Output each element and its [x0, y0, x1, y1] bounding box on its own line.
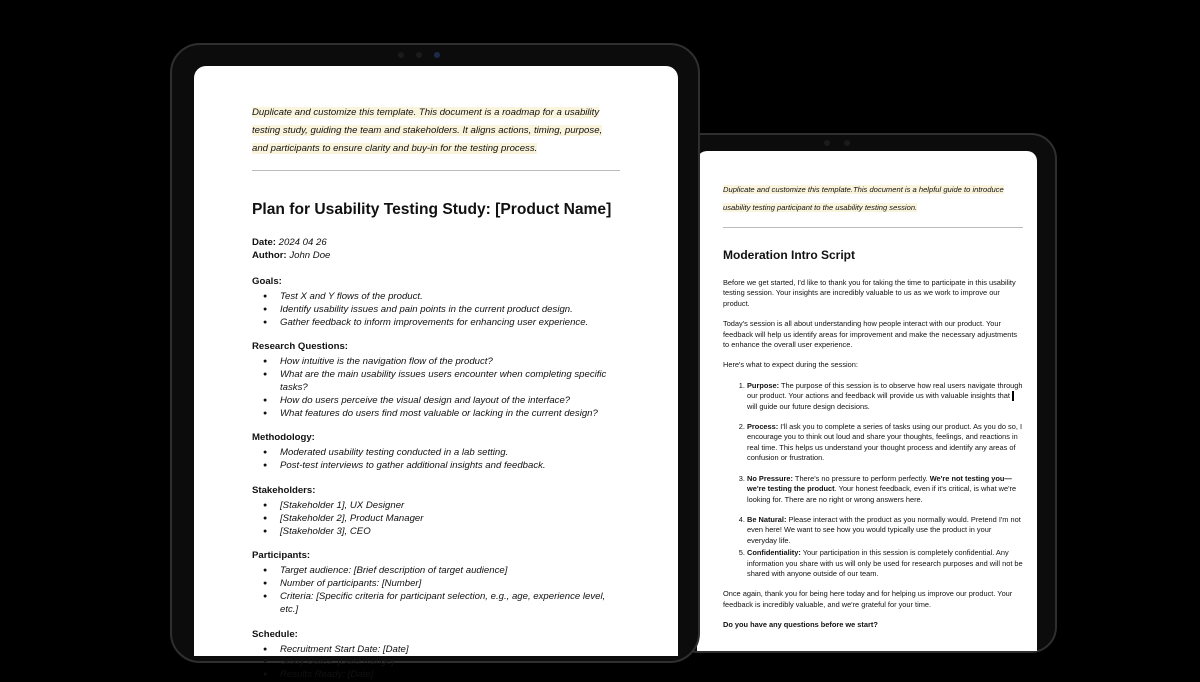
author-line: Author: John Doe	[252, 250, 331, 261]
divider	[723, 227, 1023, 228]
list-item: ● Results Ready: [Date]	[280, 669, 620, 682]
paragraph: Once again, thank you for being here today and for helping us improve our product. Your feedback is incredibly valuable, and we're grateful for your time.	[723, 589, 1013, 609]
paragraph: Before we get started, I'd like to thank you for taking the time to participate in this usability testing session. Your insights are incredibly valuable to us as we work to improve our product.	[723, 278, 1016, 308]
list-item: ● Test X and Y flows of the product.	[280, 291, 620, 304]
back-tablet	[672, 133, 1057, 653]
list-item: ● What features do users find most valuable or lacking in the current design?	[280, 408, 620, 421]
section-heading-schedule: Schedule:	[252, 628, 298, 640]
back-intro-note: Duplicate and customize this template.This document is a helpful guide to introduce usability testing participant to the usability testing session.	[723, 185, 1004, 212]
section-heading-goals: Goals:	[252, 276, 282, 287]
participants-list	[252, 565, 620, 616]
paragraph: Here's what to expect during the session:	[723, 360, 858, 370]
section-heading-stakeholders: Stakeholders:	[252, 484, 316, 496]
list-item: 2. Process: I'll ask you to complete a series of tasks using our product. As you do so, I encourage you to think out loud and share your thoughts, feelings, and reactions in real time. This helps us understand your thought process and identify any areas of confusion or frustration.	[747, 422, 1023, 464]
paragraph: Today's session is all about understanding how people interact with our product. Your feedback will help us identify areas for improvement and make the necessary adjustments to enhance the overall user experience.	[723, 319, 1018, 350]
list-item: ● How do users perceive the visual design and layout of the interface?	[280, 395, 620, 408]
list-item: ● Post-test interviews to gather additional insights and feedback.	[280, 460, 620, 473]
closing-question: Do you have any questions before we start?	[723, 620, 878, 630]
front-doc-title: Plan for Usability Testing Study: [Product Name]	[252, 201, 612, 218]
research-questions-list	[252, 356, 620, 420]
stakeholders-list	[252, 500, 620, 538]
section-heading-research-questions: Research Questions:	[252, 341, 348, 353]
list-item: ● Study Dates: [Date Range]	[280, 656, 620, 669]
section-heading-participants: Participants:	[252, 550, 311, 562]
list-item: ● Identify usability issues and pain points in the current product design.	[280, 304, 620, 317]
section-heading-methodology: Methodology:	[252, 432, 315, 444]
list-item: ● [Stakeholder 2], Product Manager	[280, 513, 620, 526]
list-item: ● Criteria: [Specific criteria for participant selection, e.g., age, experience level, etc.]	[280, 591, 620, 617]
list-item: ● How intuitive is the navigation flow of the product?	[280, 356, 620, 369]
sensor-icon	[416, 52, 422, 58]
list-item: ● [Stakeholder 1], UX Designer	[280, 500, 620, 513]
camera-icon	[398, 52, 404, 58]
back-document[interactable]	[697, 151, 1037, 651]
list-item: 3. No Pressure: There's no pressure to perform perfectly. We're not testing you—we're testing the product. Your honest feedback, even if it's critical, is what we're looking for. There are no right or wrong answers here.	[747, 474, 1023, 505]
expectations-list	[723, 381, 1023, 580]
list-item: ● Number of participants: [Number]	[280, 578, 620, 591]
divider	[252, 170, 620, 171]
list-item: ● Target audience: [Brief description of target audience]	[280, 565, 620, 578]
camera-icon	[824, 140, 830, 146]
front-tablet	[170, 43, 700, 681]
list-item: ● Gather feedback to inform improvements for enhancing user experience.	[280, 317, 620, 330]
back-doc-title: Moderation Intro Script	[723, 248, 855, 262]
list-item: 5. Confidentiality: Your participation in this session is completely confidential. Any information you share with us will only be used for research purposes and will not be shared with anyone outside of our team.	[747, 548, 1023, 579]
sensor-icon	[844, 140, 850, 146]
front-intro-note: Duplicate and customize this template. This document is a roadmap for a usability testing study, guiding the team and stakeholders. It aligns actions, timing, purpose, and participants to ensure clarity and buy-in for the testing process.	[252, 107, 603, 154]
list-item: ● Recruitment Start Date: [Date]	[280, 644, 620, 657]
front-document[interactable]	[194, 66, 678, 681]
sensor-icon	[434, 52, 440, 58]
list-item: 1. Purpose: The purpose of this session is to observe how real users navigate through our product. Your actions and feedback will provide us with valuable insights that will guide our future design decisions.	[747, 381, 1023, 412]
list-item: ● What are the main usability issues users encounter when completing specific tasks?	[280, 369, 620, 395]
goals-list	[252, 291, 620, 329]
methodology-list	[252, 447, 620, 473]
list-item: 4. Be Natural: Please interact with the product as you normally would. Pretend I'm not even here! We want to see how you would typically use the product in your everyday life.	[747, 515, 1023, 546]
list-item: ● [Stakeholder 3], CEO	[280, 526, 620, 539]
list-item: ● Moderated usability testing conducted in a lab setting.	[280, 447, 620, 460]
schedule-list	[252, 644, 620, 682]
date-line: Date: 2024 04 26	[252, 237, 327, 248]
text-cursor	[1012, 391, 1014, 401]
